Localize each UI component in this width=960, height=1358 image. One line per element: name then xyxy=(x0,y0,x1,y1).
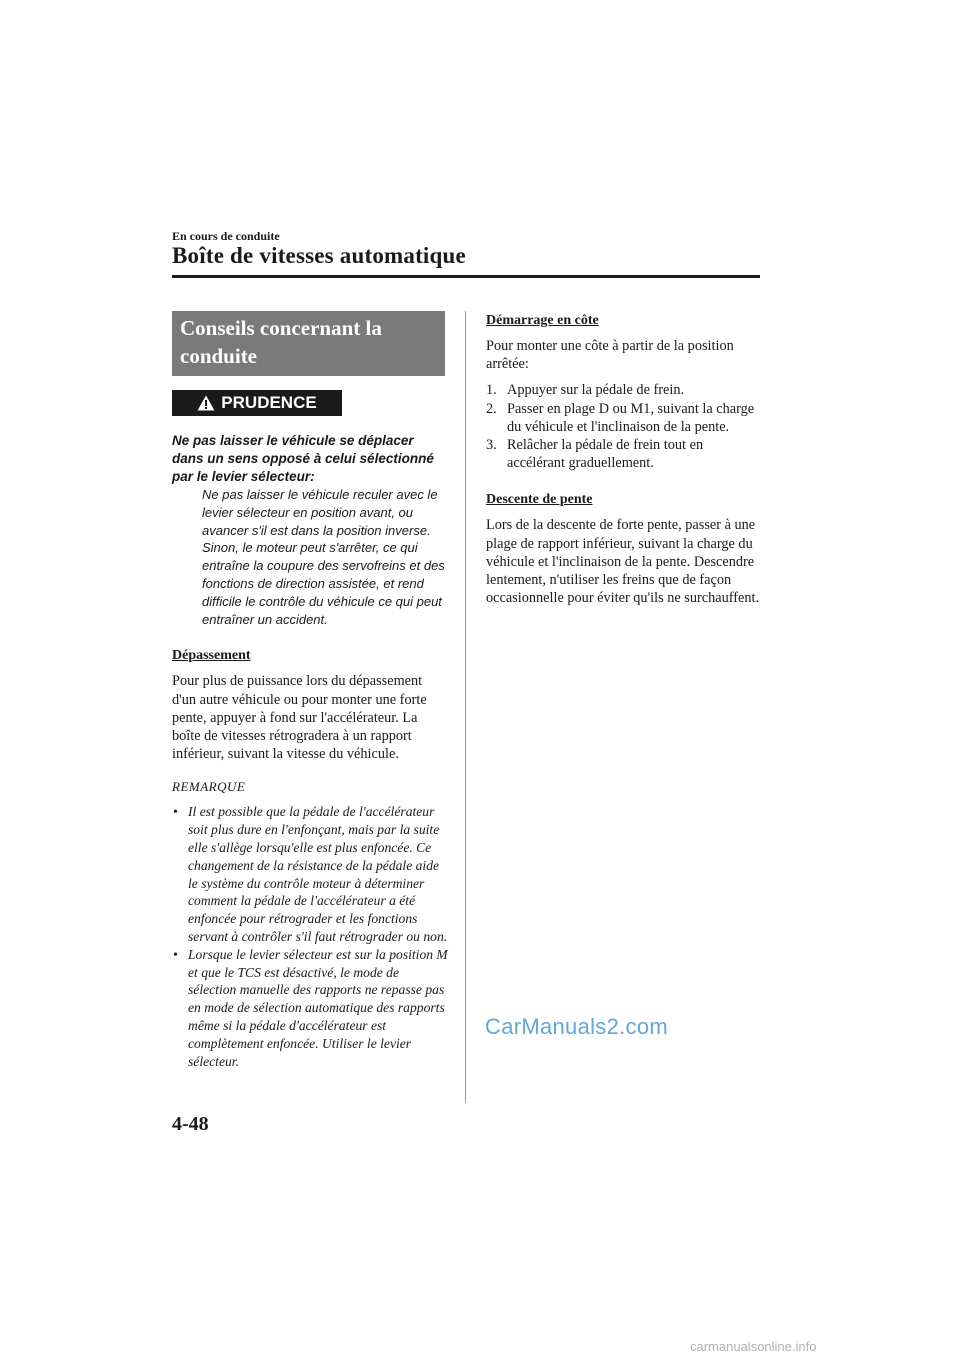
right-column xyxy=(486,313,762,607)
section-title-box: Conseils concernant la conduite xyxy=(172,311,445,376)
descent-heading: Descente de pente xyxy=(486,492,593,508)
descent-text: Lors de la descente de forte pente, passer à une plage de rapport inférieur, suivant la charge du véhicule et l'inclinaison de la pente. Descendre lentement, n'utiliser les freins que de façon occasionnelle pour éviter qu'ils ne surchauffent. xyxy=(486,517,760,607)
note-item xyxy=(172,946,448,1071)
page-title: Boîte de vitesses automatique xyxy=(172,243,466,268)
page-number: 4-48 xyxy=(172,1113,209,1135)
note-item xyxy=(172,803,448,945)
hill-start-steps xyxy=(486,381,762,472)
step-item xyxy=(486,381,762,399)
step-number: 3. xyxy=(486,437,497,454)
note-text: Lorsque le levier sélecteur est sur la position M et que le TCS est désactivé, le mode de sélection manuelle des rapports ne repasse pas en mode de sélection automatique des rapports même si la pédale d'accélérateur est complètement enfoncée. Utiliser le levier sélecteur. xyxy=(188,946,448,1069)
section-label: En cours de conduite xyxy=(172,229,280,243)
hill-start-intro: Pour monter une côte à partir de la position arrêtée: xyxy=(486,338,734,373)
caution-text: Ne pas laisser le véhicule reculer avec le levier sélecteur en position avant, ou avancer s'il est dans la position inverse. Sinon, le moteur peut s'arrêter, ce qui entraîne la coupure des servofreins et des fonctions de direction assistée, et rend difficile le contrôle du véhicule ce qui peut entraîner un accident. xyxy=(202,487,445,627)
caution-label: PRUDENCE xyxy=(221,393,317,412)
step-item xyxy=(486,400,762,436)
bullet-icon: • xyxy=(173,804,178,820)
step-item xyxy=(486,436,762,472)
caution-banner xyxy=(172,390,342,416)
note-text: Il est possible que la pédale de l'accélérateur soit plus dure en l'enfonçant, mais par la suite elle s'allège lorsqu'elle est plus enfoncée. Ce changement de la résistance de la pédale aide le système du contrôle moteur à déterminer comment la pédale de l'accélérateur a été enfoncée pour rétrograder et les fonctions servant à contrôler s'il faut rétrograder ou non. xyxy=(188,804,448,944)
overtaking-heading: Dépassement xyxy=(172,648,251,664)
left-column xyxy=(172,311,448,1070)
step-text: Appuyer sur la pédale de frein. xyxy=(507,382,685,399)
warning-icon xyxy=(197,395,215,411)
step-number: 1. xyxy=(486,382,497,399)
overtaking-text: Pour plus de puissance lors du dépassement d'un autre véhicule ou pour monter une forte pente, appuyer à fond sur l'accélérateur. La boîte de vitesses rétrogradera à un rapport inférieur, suivant la vitesse du véhicule. xyxy=(172,673,427,763)
note-list xyxy=(172,803,448,1070)
step-text: Passer en plage D ou M1, suivant la charge du véhicule et l'inclinaison de la pente. xyxy=(507,400,755,435)
watermark: CarManuals2.com xyxy=(485,1014,669,1039)
title-rule xyxy=(172,275,760,278)
hill-start-heading: Démarrage en côte xyxy=(486,313,599,328)
footer-site-watermark: carmanualsonline.info xyxy=(690,1339,817,1354)
note-label: REMARQUE xyxy=(172,779,246,795)
column-divider xyxy=(465,311,466,1103)
step-text: Relâcher la pédale de frein tout en accélérant graduellement. xyxy=(507,437,704,472)
step-number: 2. xyxy=(486,400,497,417)
bullet-icon: • xyxy=(173,946,178,962)
caution-heading: Ne pas laisser le véhicule se déplacer dans un sens opposé à celui sélectionné par le levier sélecteur: xyxy=(172,433,434,484)
